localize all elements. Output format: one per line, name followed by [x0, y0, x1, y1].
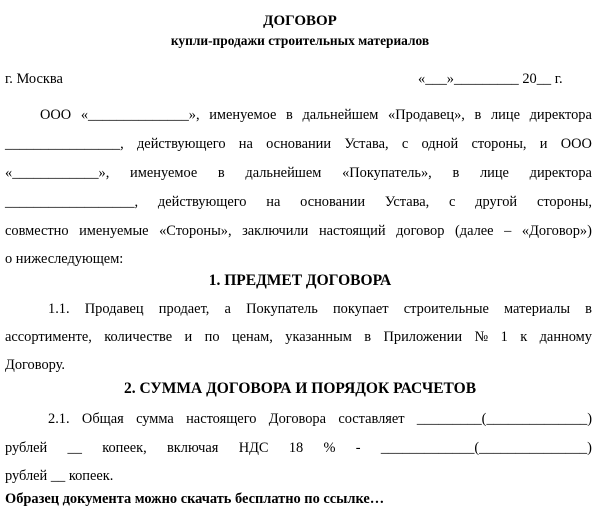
word: другой [475, 194, 518, 210]
section-2-line-2 [0, 439, 600, 457]
word: 1 [500, 329, 508, 345]
word: с [448, 194, 456, 210]
word: настоящий [318, 223, 386, 239]
preamble-line-4 [0, 193, 600, 211]
word: стороны, [536, 194, 592, 210]
word: данному [539, 329, 592, 345]
word: с [401, 136, 409, 152]
word: Приложении [383, 329, 463, 345]
word: дальнейшем [302, 107, 379, 123]
word: – [504, 223, 512, 239]
word: Общая [81, 411, 124, 427]
word: лице [479, 165, 509, 181]
word: __________________, [5, 194, 139, 210]
word: «Договор») [521, 223, 592, 239]
word: Продавец [84, 301, 144, 317]
word: «Продавец», [388, 107, 465, 123]
word: дальнейшем [245, 165, 322, 181]
word: Устава, [384, 194, 430, 210]
word: настоящего [186, 411, 257, 427]
word: одной [421, 136, 459, 152]
preamble-line-1 [0, 106, 600, 124]
word: __ [67, 440, 82, 456]
word: действующего [136, 136, 226, 152]
word: рублей [5, 440, 48, 456]
doc-subtitle: купли-продажи строительных материалов [170, 33, 430, 48]
section-1-last-line: Договору. [5, 357, 65, 373]
word: строительные [403, 301, 489, 317]
word: «______________», [80, 107, 200, 123]
word: «____________», [5, 165, 110, 181]
word: покупает [332, 301, 389, 317]
word: Покупатель [246, 301, 318, 317]
word: в [452, 165, 460, 181]
word: включая [167, 440, 219, 456]
word: составляет [338, 411, 405, 427]
word: ассортименте, [5, 329, 92, 345]
word: а [224, 301, 231, 317]
word: директора [529, 165, 592, 181]
word: заключили [242, 223, 309, 239]
section-1-heading: 1. ПРЕДМЕТ ДОГОВОРА [208, 272, 392, 289]
word: стороны, [471, 136, 527, 152]
preamble-last-line: о нижеследующем: [5, 251, 124, 267]
word: копеек, [102, 440, 147, 456]
word: материалы [504, 301, 571, 317]
word: ценам, [231, 329, 273, 345]
word: договор [396, 223, 445, 239]
word: ООО [40, 107, 72, 123]
word: лице [490, 107, 520, 123]
section-2-heading: 2. СУММА ДОГОВОРА И ПОРЯДОК РАСЧЕТОВ [123, 380, 477, 397]
word: действующего [157, 194, 247, 210]
word: в [474, 107, 482, 123]
city: г. Москва [5, 71, 63, 87]
word: в [286, 107, 293, 123]
section-2-line-1 [0, 410, 600, 428]
word: ООО [560, 136, 592, 152]
word: именуемое [209, 107, 277, 123]
word: к [520, 329, 528, 345]
word: «Стороны», [159, 223, 232, 239]
word: продает, [158, 301, 210, 317]
footer-note: Образец документа можно скачать бесплатно по ссылке… [5, 491, 385, 507]
word: основании [300, 194, 366, 210]
word: по [204, 329, 220, 345]
word: _________(______________) [416, 411, 592, 427]
word: указанным [285, 329, 352, 345]
word: «Покупатель», [342, 165, 432, 181]
word: и [184, 329, 193, 345]
doc-title: ДОГОВОР [263, 13, 337, 29]
word: - [355, 440, 361, 456]
word: в [217, 165, 225, 181]
word: _____________(_______________) [380, 440, 592, 456]
preamble-line-3 [0, 164, 600, 182]
word: 2.1. [48, 411, 70, 427]
word: 1.1. [48, 301, 70, 317]
section-2-last-line: рублей __ копеек. [5, 468, 114, 484]
word: совместно [5, 223, 69, 239]
word: на [238, 136, 253, 152]
word: ________________, [5, 136, 124, 152]
contract-date: «___»_________ 20__ г. [418, 71, 563, 87]
section-1-line-2 [0, 328, 600, 346]
word: именуемые [79, 223, 149, 239]
word: % [323, 440, 336, 456]
word: в [364, 329, 372, 345]
word: и [539, 136, 548, 152]
word: в [585, 301, 592, 317]
preamble-line-2 [0, 135, 600, 153]
preamble-line-5 [0, 222, 600, 240]
word: Устава, [344, 136, 389, 152]
word: (далее [454, 223, 494, 239]
word: основании [266, 136, 332, 152]
section-1-line-1 [0, 300, 600, 318]
word: количестве [104, 329, 173, 345]
word: Договора [268, 411, 326, 427]
word: 18 [288, 440, 304, 456]
word: на [266, 194, 281, 210]
word: № [474, 329, 489, 345]
word: НДС [238, 440, 269, 456]
word: сумма [136, 411, 174, 427]
word: именуемое [130, 165, 198, 181]
word: директора [529, 107, 592, 123]
